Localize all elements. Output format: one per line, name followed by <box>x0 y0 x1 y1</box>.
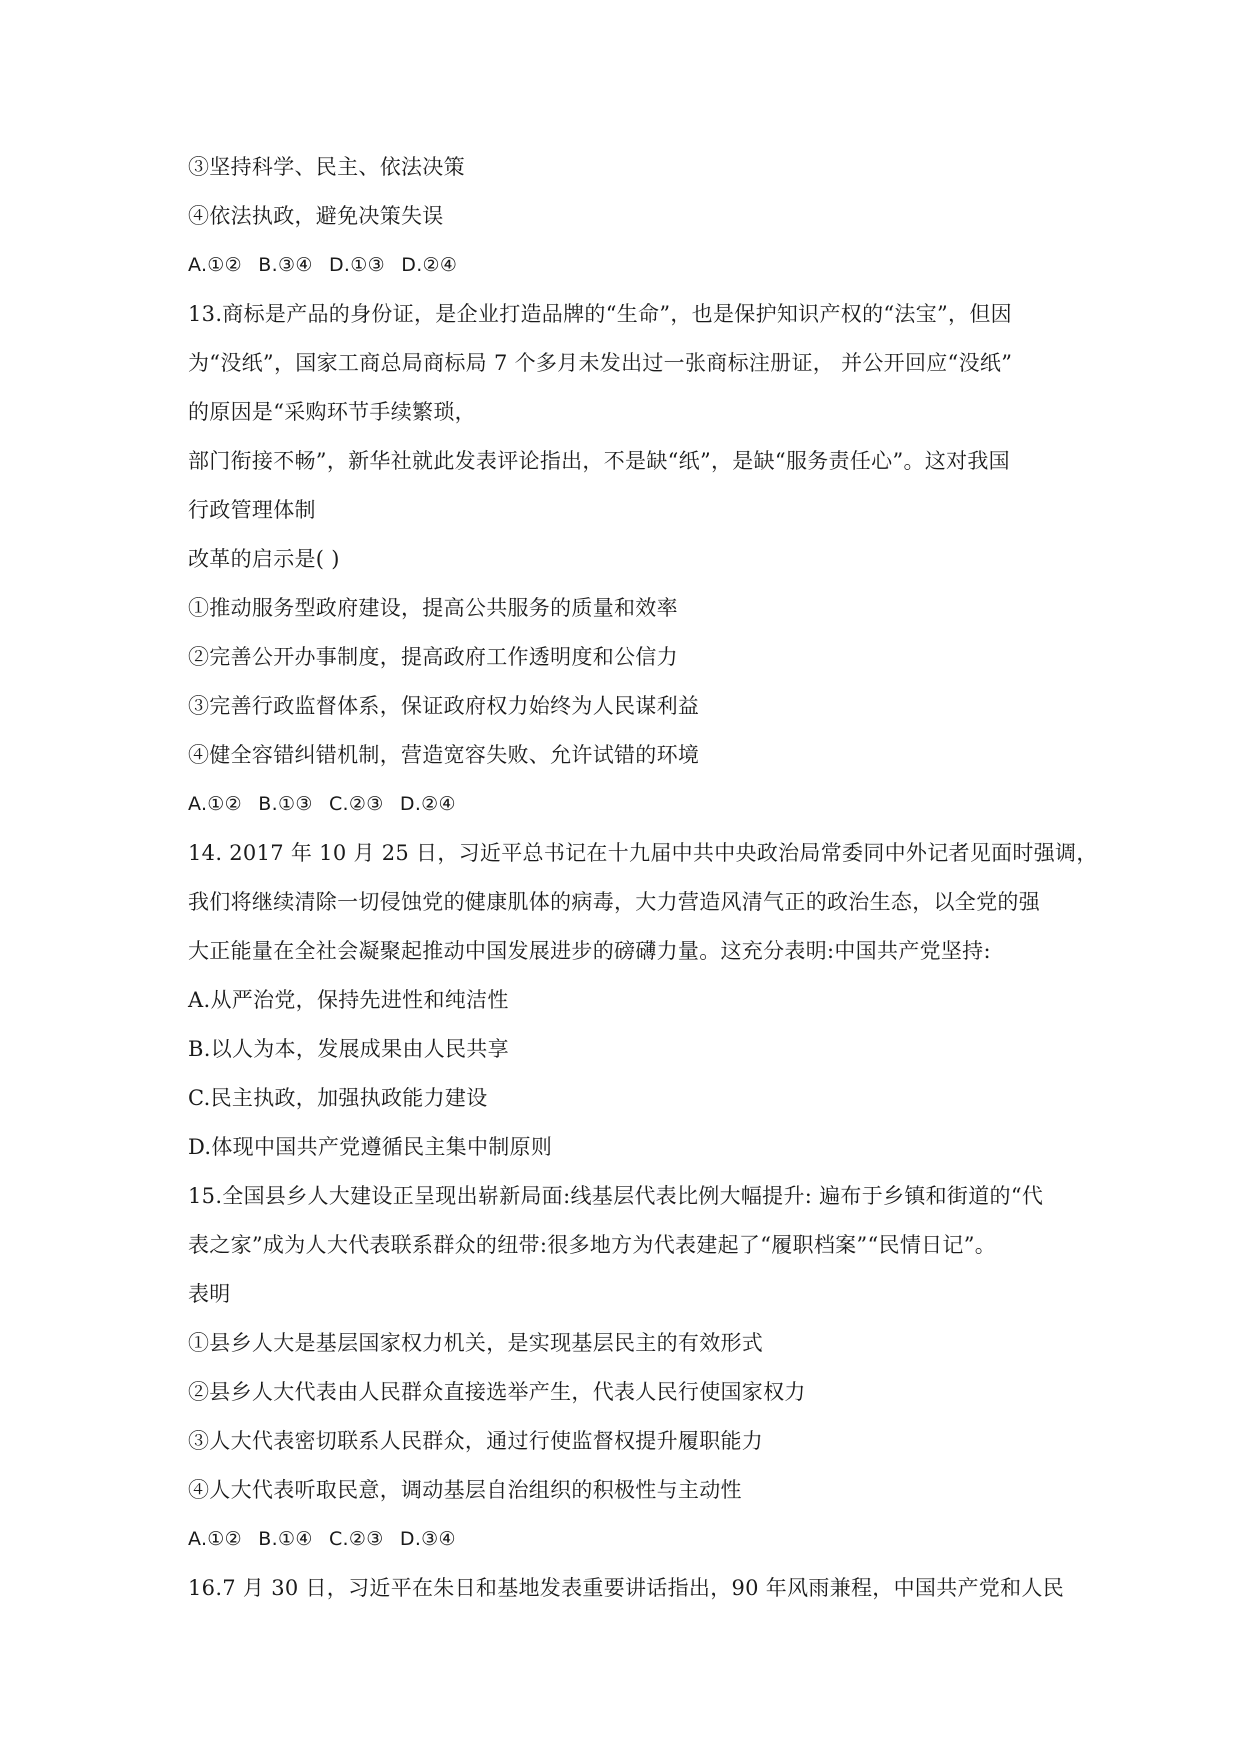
q15-option-1: ①县乡人大是基层国家权力机关，是实现基层民主的有效形式 <box>188 1331 764 1355</box>
q14-stem-line-3: 大正能量在全社会凝聚起推动中国发展进步的磅礴力量。这充分表明:中国共产党坚持: <box>188 939 991 963</box>
q13-stem-line-2: 为“没纸”，国家工商总局商标局 7 个多月未发出过一张商标注册证， 并公开回应“没纸” <box>188 351 1013 375</box>
q15-option-4: ④人大代表听取民意，调动基层自治组织的积极性与主动性 <box>188 1478 742 1502</box>
q12-answer-choices: A.①② B.③④ D.①③ D.②④ <box>188 254 458 276</box>
q14-stem-line-1: 14. 2017 年 10 月 25 日，习近平总书记在十九届中共中央政治局常委同中外记者见面时强调， <box>188 841 1098 865</box>
q12-option-3: ③坚持科学、民主、依法决策 <box>188 155 465 179</box>
q15-stem-line-3: 表明 <box>188 1282 231 1306</box>
q13-option-3: ③完善行政监督体系，保证政府权力始终为人民谋利益 <box>188 694 700 718</box>
q13-stem-line-4: 部门衔接不畅”，新华社就此发表评论指出，不是缺“纸”，是缺“服务责任心”。这对我国 <box>188 449 1010 473</box>
q14-choice-a: A.从严治党，保持先进性和纯洁性 <box>188 988 509 1012</box>
q14-stem-line-2: 我们将继续清除一切侵蚀党的健康肌体的病毒，大力营造风清气正的政治生态，以全党的强 <box>188 890 1040 914</box>
q13-option-1: ①推动服务型政府建设，提高公共服务的质量和效率 <box>188 596 678 620</box>
q12-option-4: ④依法执政，避免决策失误 <box>188 204 444 228</box>
q15-option-2: ②县乡人大代表由人民群众直接选举产生，代表人民行使国家权力 <box>188 1380 806 1404</box>
q14-choice-d: D.体现中国共产党遵循民主集中制原则 <box>188 1135 553 1159</box>
q15-stem-line-2: 表之家”成为人大代表联系群众的纽带:很多地方为代表建起了“履职档案”“民情日记”。 <box>188 1233 997 1257</box>
q13-stem-line-6: 改革的启示是( ) <box>188 547 340 571</box>
q13-stem-line-5: 行政管理体制 <box>188 498 316 522</box>
q15-option-3: ③人大代表密切联系人民群众，通过行使监督权提升履职能力 <box>188 1429 764 1453</box>
q13-option-2: ②完善公开办事制度，提高政府工作透明度和公信力 <box>188 645 678 669</box>
q14-choice-c: C.民主执政，加强执政能力建设 <box>188 1086 488 1110</box>
q14-choice-b: B.以人为本，发展成果由人民共享 <box>188 1037 509 1061</box>
q13-answer-choices: A.①② B.①③ C.②③ D.②④ <box>188 793 456 815</box>
q15-answer-choices: A.①② B.①④ C.②③ D.③④ <box>188 1528 456 1550</box>
q13-option-4: ④健全容错纠错机制，营造宽容失败、允许试错的环境 <box>188 743 700 767</box>
document-page <box>188 153 1098 1623</box>
q13-stem-line-3: 的原因是“采购环节手续繁琐， <box>188 400 476 424</box>
q16-stem-line-1: 16.7 月 30 日，习近平在朱日和基地发表重要讲话指出，90 年风雨兼程，中国共产党和人民 <box>188 1576 1064 1600</box>
q15-stem-line-1: 15.全国县乡人大建设正呈现出崭新局面:线基层代表比例大幅提升: 遍布于乡镇和街道的“代 <box>188 1184 1044 1208</box>
q13-stem-line-1: 13.商标是产品的身份证，是企业打造品牌的“生命”，也是保护知识产权的“法宝”，但因 <box>188 302 1012 326</box>
